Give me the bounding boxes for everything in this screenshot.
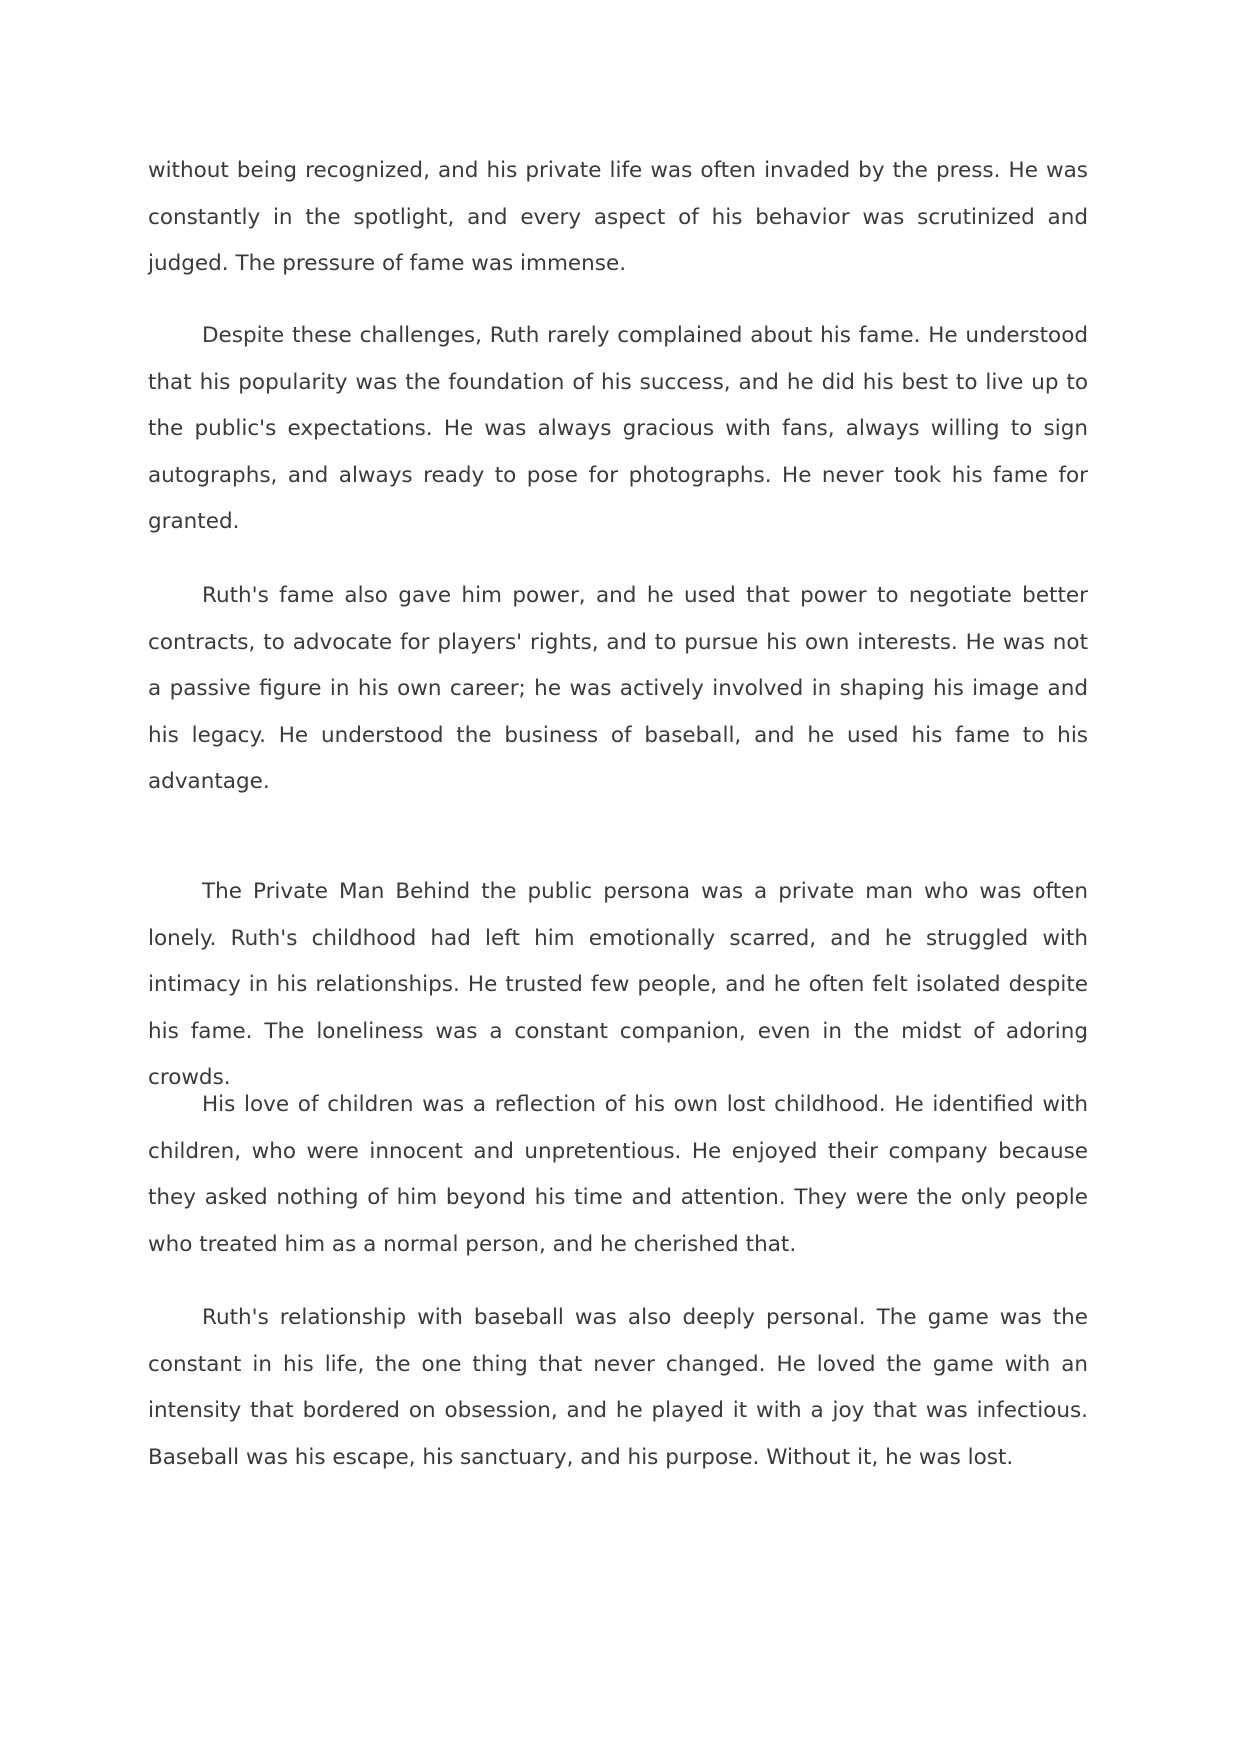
paragraph: His love of children was a reflection of his own lost childhood. He identified with children, who were innocent and unpretentious. He enjoyed their company because they asked nothing of him beyond his time and attention. They were the only people who treated him as a normal person, and he cherished that. xyxy=(148,1092,1088,1257)
paragraph: Ruth's fame also gave him power, and he used that power to negotiate better contracts, to advocate for players' rights, and to pursue his own interests. He was not a passive figure in his own career; he was actively involved in shaping his image and his legacy. He understood the business of baseball, and he used his fame to his advantage. xyxy=(148,583,1088,795)
paragraph: Despite these challenges, Ruth rarely complained about his fame. He understood that his popularity was the foundation of his success, and he did his best to live up to the public's expectations. He was always gracious with fans, always willing to sign autographs, and always ready to pose for photographs. He never took his fame for granted. xyxy=(148,323,1088,535)
paragraph: The Private Man Behind the public persona was a private man who was often lonely. Ruth's childhood had left him emotionally scarred, and he struggled with intimacy in his relationships. He trusted few people, and he often felt isolated despite his fame. The loneliness was a constant companion, even in the midst of adoring crowds. xyxy=(148,879,1088,1091)
paragraph-continuation: without being recognized, and his private life was often invaded by the press. He was constantly in the spotlight, and every aspect of his behavior was scrutinized and judged. The pressure of fame was immense. xyxy=(148,158,1088,277)
paragraph: Ruth's relationship with baseball was also deeply personal. The game was the constant in his life, the one thing that never changed. He loved the game with an intensity that bordered on obsession, and he played it with a joy that was infectious. Baseball was his escape, his sanctuary, and his purpose. Without it, he was lost. xyxy=(148,1305,1088,1470)
